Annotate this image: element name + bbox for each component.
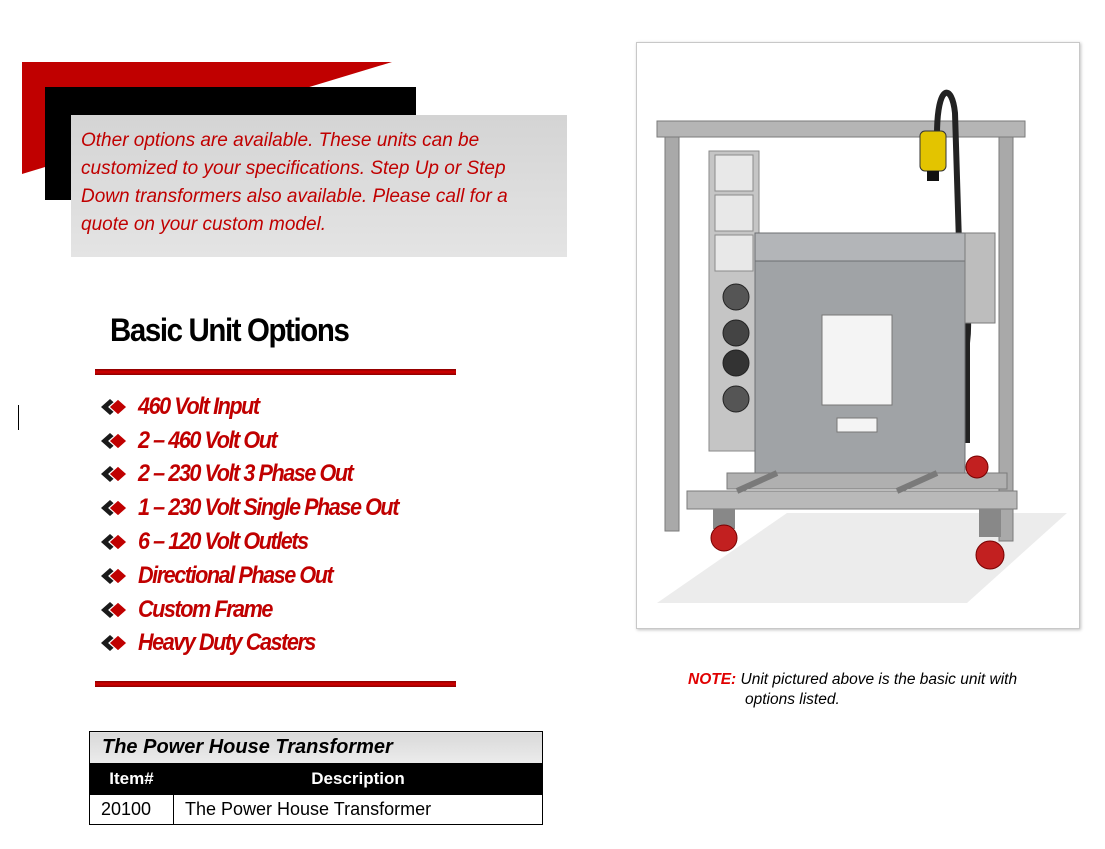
option-text: Heavy Duty Casters bbox=[138, 629, 315, 657]
note-text-line2: options listed. bbox=[745, 691, 840, 708]
photo-note bbox=[688, 670, 1088, 710]
option-item bbox=[100, 525, 427, 559]
option-item bbox=[100, 390, 427, 424]
cell-item-number: 20100 bbox=[90, 795, 174, 825]
note-label: NOTE: bbox=[688, 671, 737, 688]
promo-panel bbox=[71, 115, 567, 257]
diamond-bullet-icon bbox=[100, 532, 128, 552]
options-title: Basic Unit Options bbox=[110, 312, 349, 348]
options-list bbox=[100, 390, 427, 660]
column-header-description: Description bbox=[174, 764, 543, 795]
option-item bbox=[100, 458, 427, 492]
diamond-bullet-icon bbox=[100, 498, 128, 518]
options-bottom-rule bbox=[95, 681, 456, 687]
diamond-bullet-icon bbox=[100, 633, 128, 653]
option-item bbox=[100, 491, 427, 525]
diamond-bullet-icon bbox=[100, 464, 128, 484]
option-item bbox=[100, 424, 427, 458]
option-text: 1 – 230 Volt Single Phase Out bbox=[138, 494, 398, 522]
option-item bbox=[100, 627, 427, 661]
diamond-bullet-icon bbox=[100, 431, 128, 451]
option-item bbox=[100, 559, 427, 593]
option-text: 460 Volt Input bbox=[138, 392, 259, 420]
option-text: 2 – 230 Volt 3 Phase Out bbox=[138, 460, 353, 488]
table-title: The Power House Transformer bbox=[90, 732, 543, 764]
option-text: 6 – 120 Volt Outlets bbox=[138, 528, 308, 556]
options-top-rule bbox=[95, 369, 456, 375]
table-row bbox=[90, 795, 543, 825]
transformer-cart-illustration bbox=[637, 43, 1079, 628]
text-cursor bbox=[18, 405, 19, 430]
option-text: 2 – 460 Volt Out bbox=[138, 426, 277, 454]
option-text: Custom Frame bbox=[138, 595, 272, 623]
note-text-line1: Unit pictured above is the basic unit with bbox=[740, 671, 1018, 688]
column-header-item: Item# bbox=[90, 764, 174, 795]
cell-description: The Power House Transformer bbox=[174, 795, 543, 825]
diamond-bullet-icon bbox=[100, 566, 128, 586]
option-item bbox=[100, 593, 427, 627]
diamond-bullet-icon bbox=[100, 600, 128, 620]
product-photo bbox=[636, 42, 1080, 629]
diamond-bullet-icon bbox=[100, 397, 128, 417]
promo-text: Other options are available. These units can be customized to your specifications. Step Up or Step Down transformers also available. Please call for a quote on your custom model. bbox=[81, 130, 508, 235]
option-text: Directional Phase Out bbox=[138, 561, 333, 589]
product-table bbox=[89, 731, 543, 825]
